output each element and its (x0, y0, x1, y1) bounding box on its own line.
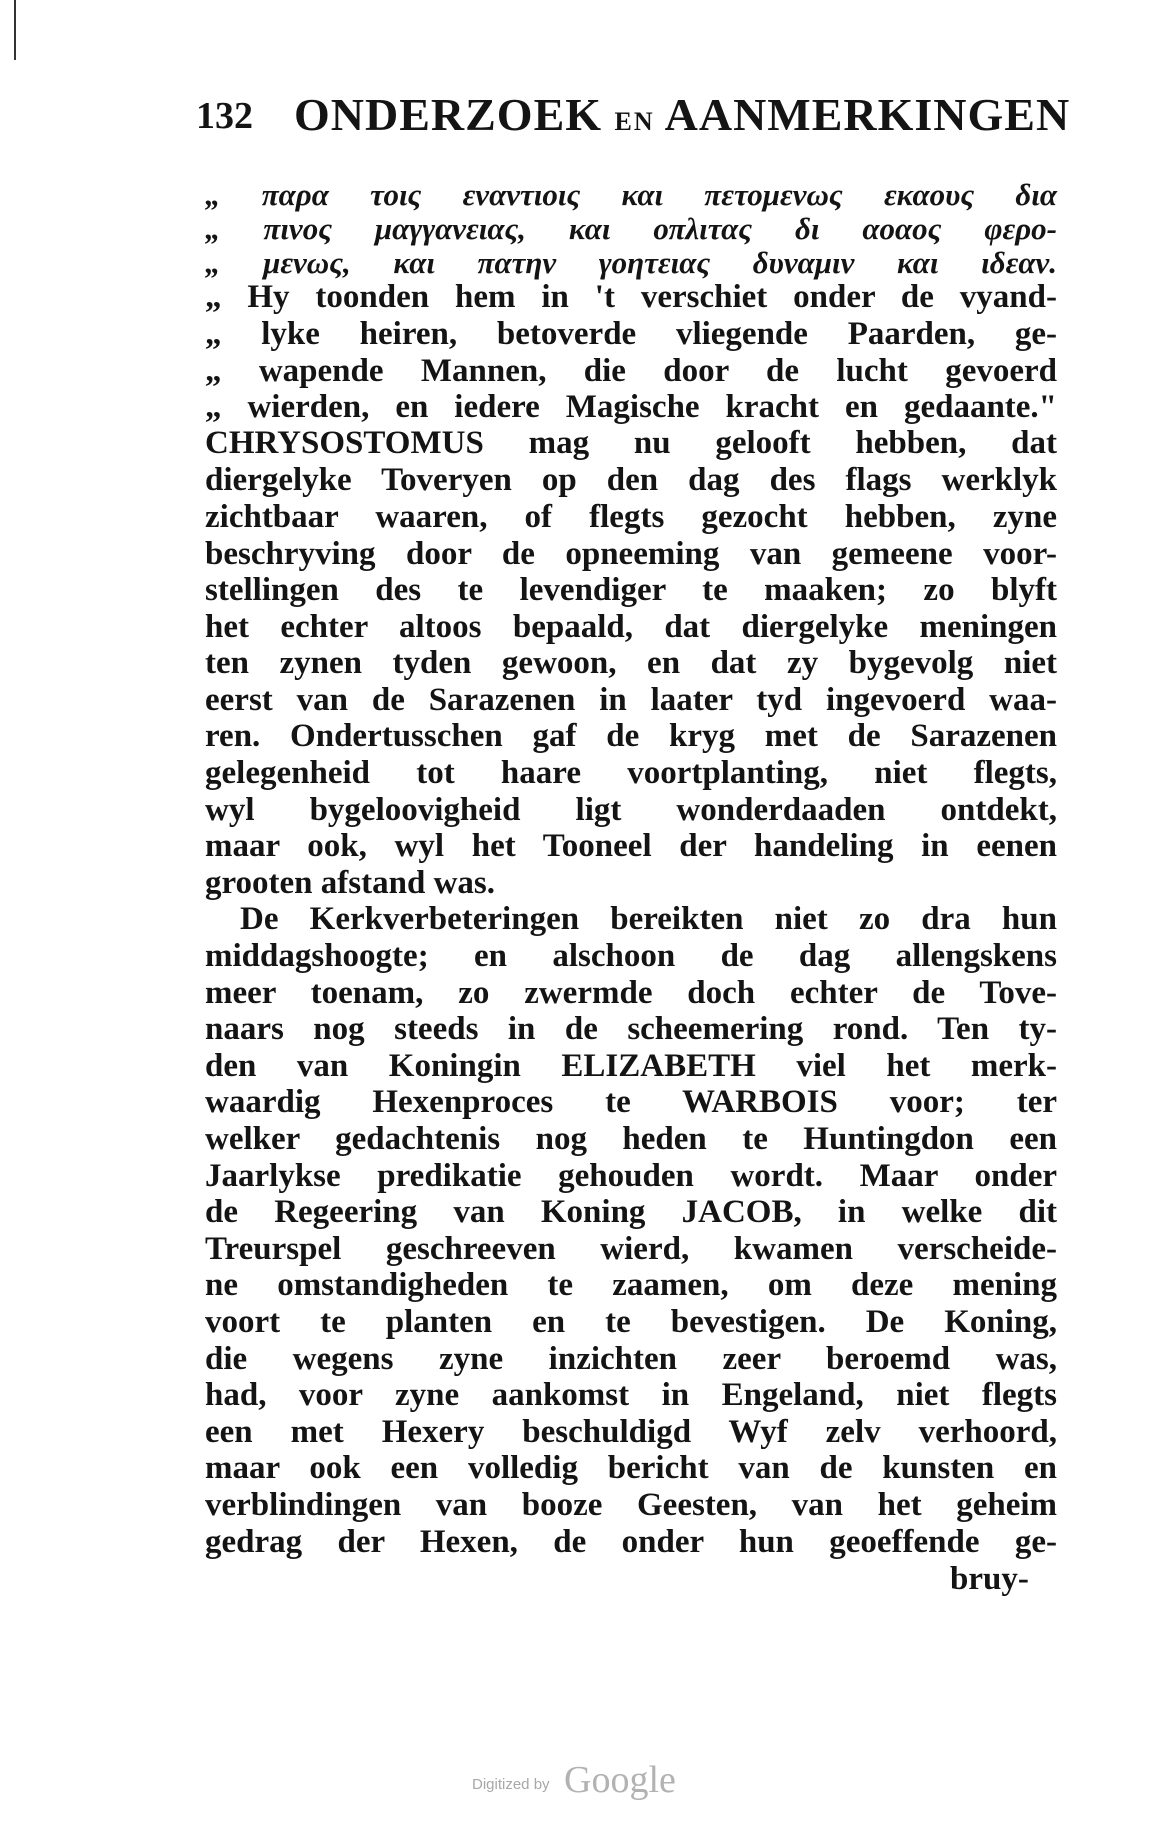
text-line: het echter altoos bepaald, dat diergelyke meningen (205, 609, 1057, 645)
text-line: „ lyke heiren, betoverde vliegende Paarden, ge- (205, 316, 1057, 352)
title-part-2: AANMERKINGEN (664, 89, 1071, 140)
text-line: „ wierden, en iedere Magische kracht en gedaante." (205, 389, 1057, 425)
text-line: wyl bygeloovigheid ligt wonderdaaden ontdekt, (205, 792, 1057, 828)
google-logo: Google (564, 1759, 676, 1801)
digitized-label: Digitized by (472, 1776, 550, 1793)
text-line: middagshoogte; en alschoon de dag allengskens (205, 938, 1057, 974)
title-part-1: ONDERZOEK (294, 89, 603, 140)
text-line: zichtbaar waaren, of flegts gezocht hebben, zyne (205, 499, 1057, 535)
catchword: bruy- (950, 1561, 1029, 1597)
text-line: De Kerkverbeteringen bereikten niet zo dra hun (240, 901, 1057, 937)
text-line: „ Hy toonden hem in 't verschiet onder de vyand- (205, 279, 1057, 315)
text-line: voort te planten en te bevestigen. De Koning, (205, 1304, 1057, 1340)
text-line: eerst van de Sarazenen in laater tyd ingevoerd waa- (205, 682, 1057, 718)
text-line: de Regeering van Koning JACOB, in welke dit (205, 1194, 1057, 1230)
text-line: „ μενως, και πατην γοητειας δυναμιν και ιδεαν. (205, 245, 1057, 280)
text-line: had, voor zyne aankomst in Engeland, niet flegts (205, 1377, 1057, 1413)
text-line: CHRYSOSTOMUS mag nu gelooft hebben, dat (205, 425, 1057, 461)
digitization-footer (472, 1758, 712, 1801)
text-line: ne omstandigheden te zaamen, om deze mening (205, 1267, 1057, 1303)
text-line: Treurspel geschreeven wierd, kwamen verscheide- (205, 1231, 1057, 1267)
running-title (294, 88, 1070, 141)
text-line: maar ook een volledig bericht van de kunsten en (205, 1450, 1057, 1486)
text-line: gedrag der Hexen, de onder hun geoeffende ge- (205, 1524, 1057, 1560)
text-line: „ παρα τοις εναντιοις και πετομενως εκαους δια (205, 177, 1057, 212)
text-line: den van Koningin ELIZABETH viel het merk- (205, 1048, 1057, 1084)
text-line: diergelyke Toveryen op den dag des flags werklyk (205, 462, 1057, 498)
text-line: ren. Ondertusschen gaf de kryg met de Sarazenen (205, 718, 1057, 754)
page-edge-line (14, 0, 16, 60)
running-header (196, 88, 1071, 148)
text-line: beschryving door de opneeming van gemeene voor- (205, 536, 1057, 572)
title-connector: EN (614, 107, 655, 136)
text-line: verblindingen van booze Geesten, van het geheim (205, 1487, 1057, 1523)
text-line: Jaarlykse predikatie gehouden wordt. Maar onder (205, 1158, 1057, 1194)
text-line: meer toenam, zo zwermde doch echter de Tove- (205, 975, 1057, 1011)
text-line: maar ook, wyl het Tooneel der handeling in eenen (205, 828, 1057, 864)
text-line: „ πινος μαγγανειας, και οπλιτας δι αοαος φερο- (205, 211, 1057, 246)
text-line: „ wapende Mannen, die door de lucht gevoerd (205, 353, 1057, 389)
text-line: welker gedachtenis nog heden te Huntingdon een (205, 1121, 1057, 1157)
text-line: gelegenheid tot haare voortplanting, niet flegts, (205, 755, 1057, 791)
text-line: stellingen des te levendiger te maaken; zo blyft (205, 572, 1057, 608)
text-line: een met Hexery beschuldigd Wyf zelv verhoord, (205, 1414, 1057, 1450)
body-text (0, 176, 1176, 1736)
text-line: naars nog steeds in de scheemering rond. Ten ty- (205, 1011, 1057, 1047)
page-number: 132 (196, 95, 253, 137)
text-line: die wegens zyne inzichten zeer beroemd was, (205, 1341, 1057, 1377)
text-line: grooten afstand was. (205, 865, 495, 901)
text-line: ten zynen tyden gewoon, en dat zy bygevolg niet (205, 645, 1057, 681)
text-line: waardig Hexenproces te WARBOIS voor; ter (205, 1084, 1057, 1120)
